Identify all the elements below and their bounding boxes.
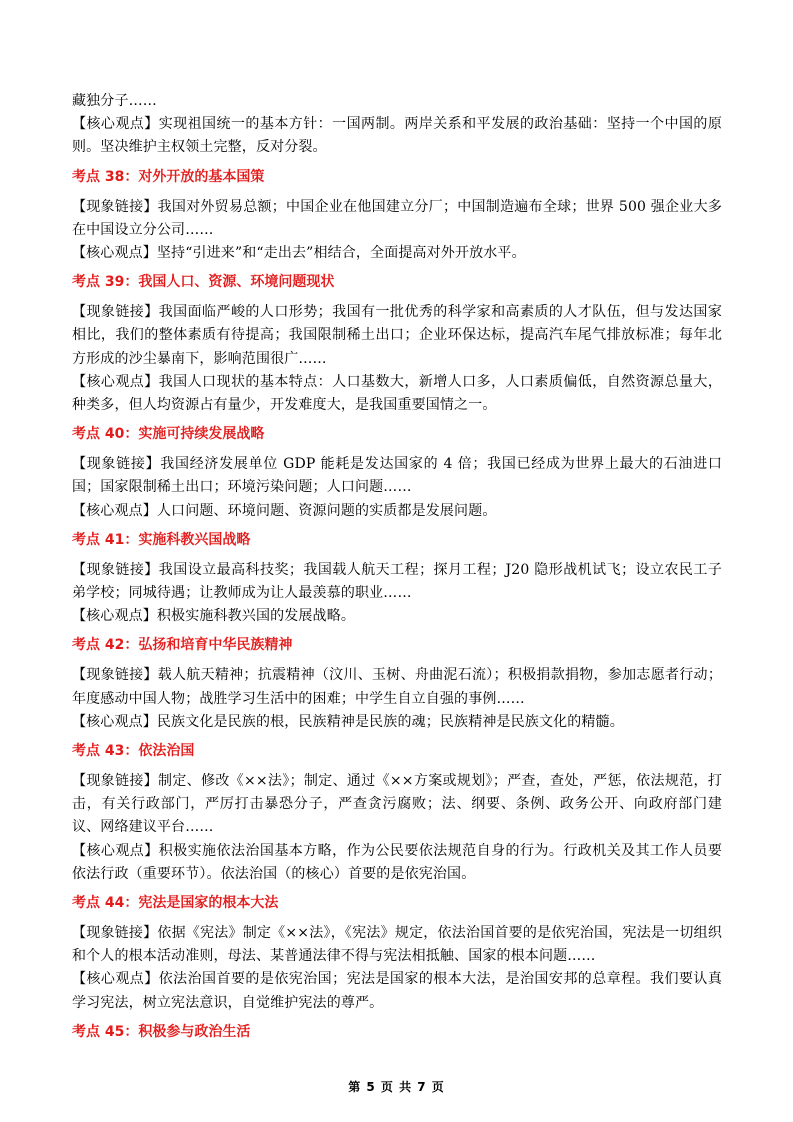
section-40 bbox=[72, 423, 722, 523]
section-42 bbox=[72, 634, 722, 734]
core-point: 【核心观点】积极实施科教兴国的发展战略。 bbox=[72, 608, 355, 625]
section-45 bbox=[72, 1021, 722, 1043]
core-point: 【核心观点】民族文化是民族的根，民族精神是民族的魂；民族精神是民族文化的精髓。 bbox=[72, 713, 624, 730]
phenomenon-link: 【现象链接】我国设立最高科技奖；我国载人航天工程；探月工程；J20 隐形战机试飞；设立农民工子弟学校；同城待遇；让教师成为让人最羡慕的职业…… bbox=[72, 561, 722, 602]
intro-core-point: 【核心观点】实现祖国统一的基本方针：一国两制。两岸关系和平发展的政治基础：坚持一个中国的原则。坚决维护主权领土完整，反对分裂。 bbox=[72, 116, 722, 156]
phenomenon-link: 【现象链接】我国经济发展单位 GDP 能耗是发达国家的 4 倍；我国已经成为世界上最大的石油进口国；国家限制稀土出口；环境污染问题；人口问题…… bbox=[72, 456, 722, 496]
section-38 bbox=[72, 166, 722, 266]
phenomenon-link: 【现象链接】载人航天精神；抗震精神（汶川、玉树、舟曲泥石流）；积极捐款捐物，参加志愿者行动；年度感动中国人物；战胜学习生活中的困难；中学生自立自强的事例…… bbox=[72, 667, 722, 707]
section-title: 考点 39：我国人口、资源、环境问题现状 bbox=[72, 274, 335, 291]
section-title: 考点 42：弘扬和培育中华民族精神 bbox=[72, 637, 293, 654]
section-title: 考点 43：依法治国 bbox=[72, 743, 195, 760]
core-point: 【核心观点】积极实施依法治国基本方略，作为公民要依法规范自身的行为。行政机关及其工作人员要依法行政（重要环节）。依法治国（的核心）首要的是依宪治国。 bbox=[72, 842, 722, 882]
phenomenon-link: 【现象链接】依据《宪法》制定《××法》，《宪法》规定，依法治国首要的是依宪治国，宪法是一切组织和个人的根本活动准则，母法、某普通法律不得与宪法相抵触、国家的根本问题…… bbox=[72, 925, 722, 965]
core-point: 【核心观点】人口问题、环境问题、资源问题的实质都是发展问题。 bbox=[72, 502, 497, 519]
section-41 bbox=[72, 529, 722, 629]
section-title: 考点 44：宪法是国家的根本大法 bbox=[72, 895, 279, 912]
section-title: 考点 41：实施科教兴国战略 bbox=[72, 531, 251, 548]
core-point: 【核心观点】坚持“引进来”和“走出去”相结合，全面提高对外开放水平。 bbox=[72, 245, 526, 262]
section-title: 考点 38：对外开放的基本国策 bbox=[72, 168, 265, 185]
core-point: 【核心观点】依法治国首要的是依宪治国；宪法是国家的根本大法，是治国安邦的总章程。我们要认真学习宪法，树立宪法意识，自觉维护宪法的尊严。 bbox=[72, 971, 722, 1011]
section-44 bbox=[72, 892, 722, 1015]
section-title: 考点 45：积极参与政治生活 bbox=[72, 1023, 251, 1040]
section-43 bbox=[72, 740, 722, 886]
page-content bbox=[72, 90, 722, 1051]
core-point: 【核心观点】我国人口现状的基本特点：人口基数大，新增人口多，人口素质偏低，自然资源总量大，种类多，但人均资源占有量少，开发难度大，是我国重要国情之一。 bbox=[72, 373, 722, 414]
page-footer: 第 5 页 共 7 页 bbox=[348, 1080, 445, 1094]
section-title: 考点 40：实施可持续发展战略 bbox=[72, 426, 265, 443]
intro-line: 藏独分子…… bbox=[72, 93, 157, 109]
phenomenon-link: 【现象链接】制定、修改《××法》；制定、通过《××方案或规划》；严查，查处，严惩，依法规范，打击，有关行政部门，严厉打击暴恐分子，严查贪污腐败；法、纲要、条例、政务公开、向政府部门建议、网络建议平台…… bbox=[72, 773, 722, 836]
phenomenon-link: 【现象链接】我国对外贸易总额；中国企业在他国建立分厂；中国制造遍布全球；世界 500 强企业大多在中国设立分公司…… bbox=[72, 198, 722, 238]
phenomenon-link: 【现象链接】我国面临严峻的人口形势；我国有一批优秀的科学家和高素质的人才队伍，但与发达国家相比，我们的整体素质有待提高；我国限制稀土出口；企业环保达标，提高汽车尾气排放标准；每年北方形成的沙尘暴南下，影响范围很广…… bbox=[72, 304, 722, 367]
section-39 bbox=[72, 271, 722, 417]
